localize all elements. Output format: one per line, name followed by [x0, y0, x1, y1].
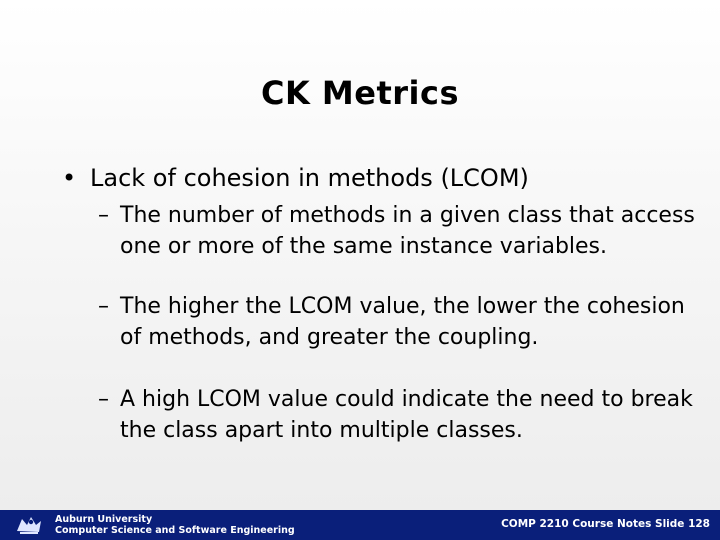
sub-bullet-marker: –: [98, 387, 109, 412]
sub-bullet-1: [98, 200, 698, 262]
sub-bullet-2: [98, 291, 698, 353]
footer-university: Auburn University: [55, 514, 153, 525]
main-bullet-text: Lack of cohesion in methods (LCOM): [90, 164, 529, 192]
sub-bullet-marker: –: [98, 294, 109, 319]
footer-institution: [55, 514, 295, 536]
sub-bullet-text: The number of methods in a given class that access one or more of the same instance variables.: [120, 203, 695, 259]
footer-department: Computer Science and Software Engineering: [55, 525, 295, 536]
sub-bullet-marker: –: [98, 203, 109, 228]
slide-title: CK Metrics: [260, 74, 460, 112]
sub-bullet-text: A high LCOM value could indicate the need to break the class apart into multiple classes.: [120, 387, 693, 443]
footer-bar: [0, 510, 720, 540]
auburn-eagle-logo-icon: [14, 513, 44, 537]
sub-bullet-3: [98, 384, 698, 446]
bullet-marker: •: [62, 164, 77, 192]
footer-slide-number: COMP 2210 Course Notes Slide 128: [501, 518, 710, 530]
sub-bullet-text: The higher the LCOM value, the lower the cohesion of methods, and greater the coupling.: [120, 294, 685, 350]
